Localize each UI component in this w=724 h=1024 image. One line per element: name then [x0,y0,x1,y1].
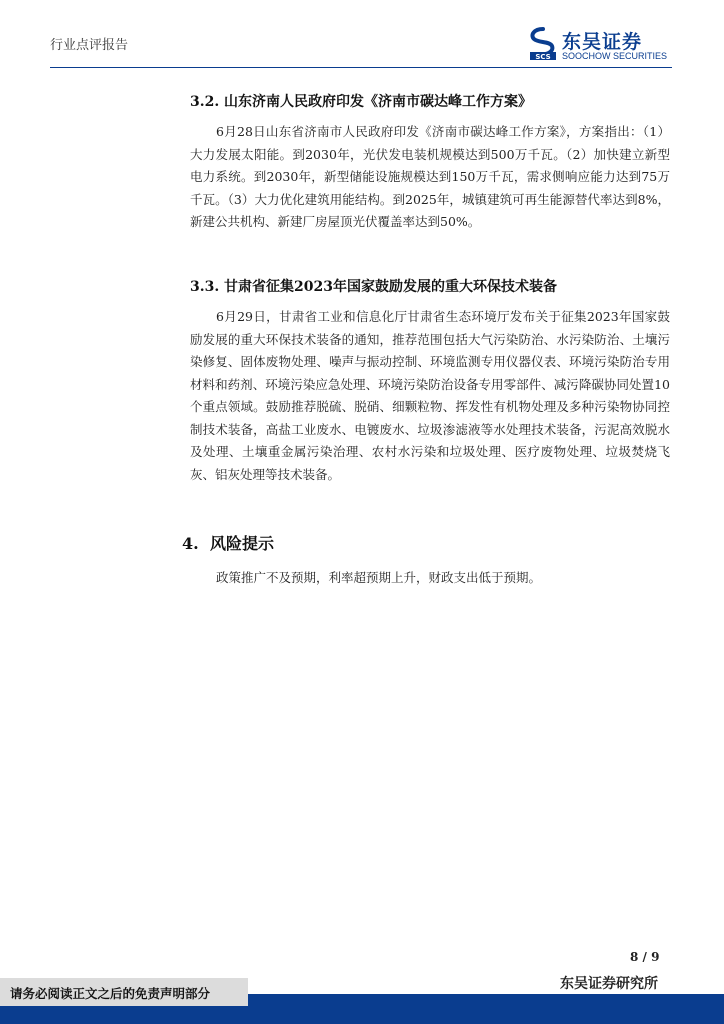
logo-english-name: SOOCHOW SECURITIES [562,51,668,61]
logo-chinese-name: 东吴证券 [562,31,643,53]
section-number: 3.3. [190,279,220,295]
risk-title: 风险提示 [210,534,275,553]
footer-bottom-band [0,1006,724,1024]
soochow-logo [528,25,678,65]
scs-logo-icon [528,27,558,61]
section-3-2-body: 6月28日山东省济南市人民政府印发《济南市碳达峰工作方案》，方案指出：（1）大力发展太阳能。到2030年，光伏发电装机规模达到500万千瓦。（2）加快建立新型电力系统。到2030年，新型储能设施规模达到150万千瓦，需求侧响应能力达到75万千瓦。（3）大力优化建筑用能结构。到2025年，城镇建筑可再生能源替代率达到8%，新建公共机构、新建厂房屋顶光伏覆盖率达到50%。 [190,124,670,229]
section-3-3-body: 6月29日，甘肃省工业和信息化厅甘肃省生态环境厅发布关于征集2023年国家鼓励发展的重大环保技术装备的通知，推荐范围包括大气污染防治、水污染防治、土壤污染修复、固体废物处理、噪声与振动控制、环境监测专用仪器仪表、环境污染防治专用材料和药剂、环境污染应急处理、环境污染防治设备专用零部件、减污降碳协同处置10个重点领域。鼓励推荐脱硫、脱硝、细颗粒物、挥发性有机物处理及多种污染物协同控制技术装备，高盐工业废水、电镀废水、垃圾渗滤液等水处理技术装备，污泥高效脱水及处理、土壤重金属污染治理、农村水污染和垃圾处理、医疗废物处理、垃圾焚烧飞灰、铝灰处理等技术装备。 [190,309,670,482]
disclaimer-box [0,978,248,1006]
section-title: 山东济南人民政府印发《济南市碳达峰工作方案》 [224,94,532,110]
section-3-2-heading [190,91,532,111]
disclaimer-text: 请务必阅读正文之后的免责声明部分 [10,986,211,1001]
footer-blue-bar [248,994,724,1006]
logo-mark-text: SCS [535,53,551,61]
section-number: 3.2. [190,94,220,110]
section-title: 甘肃省征集2023年国家鼓励发展的重大环保技术装备 [224,279,557,295]
page-number: 8 / 9 [630,950,660,964]
risk-heading [182,531,274,554]
header-divider [50,67,672,68]
risk-number: 4. [182,534,199,553]
institute-name: 东吴证券研究所 [560,976,658,992]
section-3-3-heading [190,276,557,296]
report-type-label: 行业点评报告 [50,38,129,53]
risk-body: 政策推广不及预期，利率超预期上升，财政支出低于预期。 [216,570,542,585]
